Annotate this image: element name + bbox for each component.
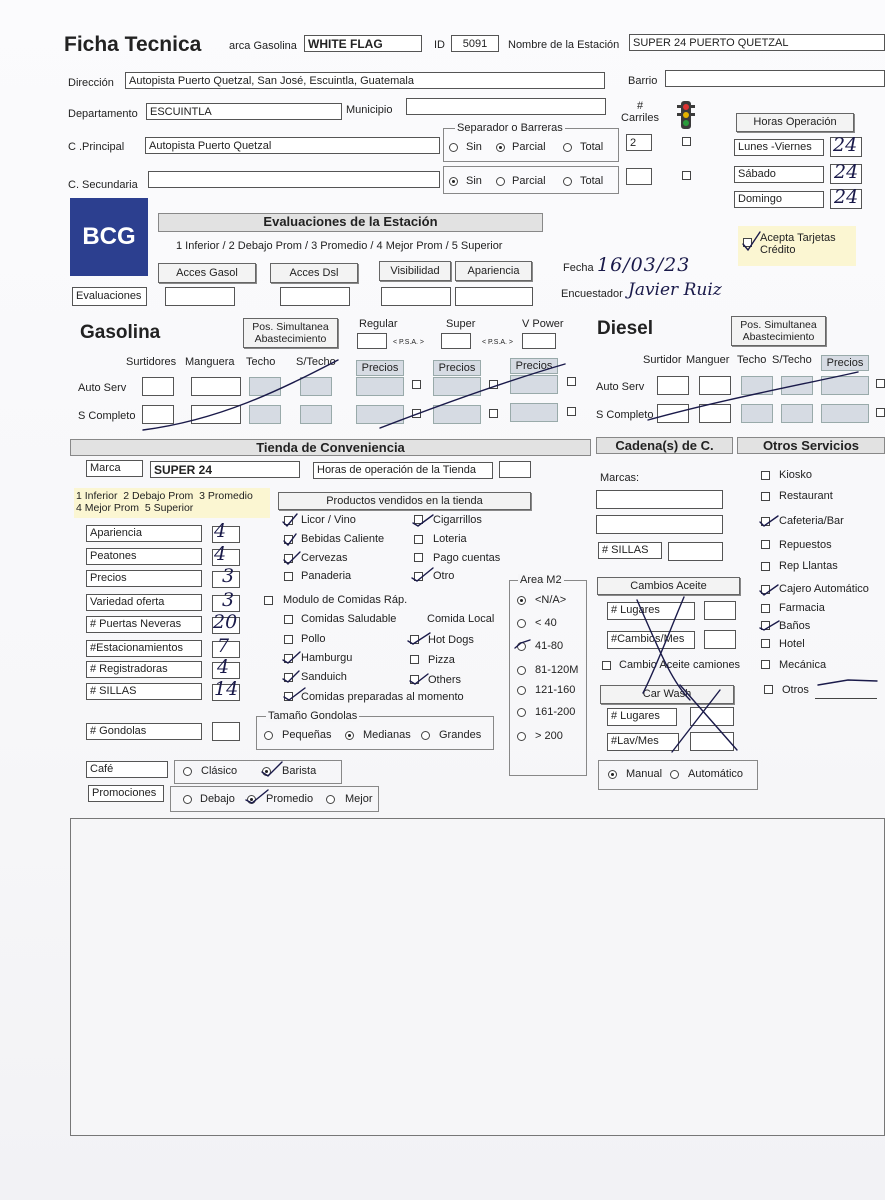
separador-2-parcial-radio[interactable]	[496, 177, 505, 186]
comida-others-label: Others	[428, 674, 462, 686]
otros-cafeteria-check[interactable]	[761, 517, 770, 526]
diesel-precios-header: Precios	[821, 355, 869, 371]
gas-col-surtidores: Surtidores	[126, 356, 177, 368]
notes-area[interactable]	[70, 818, 885, 1136]
cprincipal-field[interactable]: Autopista Puerto Quetzal	[145, 137, 440, 154]
area-161-200-radio[interactable]	[517, 708, 526, 717]
gas-autoserv-surtidores[interactable]	[142, 377, 174, 396]
separador-1-parcial-label: Parcial	[512, 141, 546, 153]
tamano-pequenas-label: Pequeñas	[282, 729, 332, 741]
evaluaciones-scale: 1 Inferior / 2 Debajo Prom / 3 Promedio / 4 Mejor Prom / 5 Superior	[176, 240, 503, 252]
gas-autoserv-techo[interactable]	[249, 377, 281, 396]
area-title: Area M2	[520, 574, 562, 586]
comida-local-label: Comida Local	[427, 613, 495, 625]
area-group	[509, 580, 587, 776]
otros-restaurant-label: Restaurant	[779, 490, 833, 502]
promo-debajo-radio[interactable]	[183, 795, 192, 804]
tienda-horas-label: Horas de operación de la Tienda	[313, 462, 493, 479]
area-200-label: > 200	[535, 730, 563, 742]
tienda-scale: 1 Inferior 2 Debajo Prom 3 Promedio 4 Mejor Prom 5 Superior	[76, 490, 253, 514]
area-na-radio[interactable]	[517, 596, 526, 605]
domingo-value: 24	[834, 186, 859, 208]
prod-panaderia-label: Panaderia	[301, 570, 352, 582]
otros-banos-check[interactable]	[761, 621, 770, 630]
bcg-logo: BCG	[70, 198, 148, 276]
otros-hotel-check[interactable]	[761, 639, 770, 648]
gasolina-super-label: Super	[446, 318, 476, 330]
eval-visibilidad-field[interactable]	[381, 287, 451, 306]
otros-llantas-check[interactable]	[761, 562, 770, 571]
prod-otro-label: Otro	[433, 570, 455, 582]
gas-scompleto-precio-regular[interactable]	[356, 405, 404, 424]
carriles-checkbox-2[interactable]	[682, 171, 691, 180]
cadena-sillas-label: # SILLAS	[598, 542, 662, 559]
tienda-marca-label: Marca	[86, 460, 143, 477]
comida-hamburgu-label: Hamburgu	[301, 652, 353, 664]
estacion-field[interactable]: SUPER 24 PUERTO QUETZAL	[629, 34, 885, 51]
diesel-autoserv-surtidor[interactable]	[657, 376, 689, 395]
gas-autoserv-precio-vpower[interactable]	[510, 375, 558, 394]
metric-variedad-value: 3	[222, 589, 235, 611]
csecundaria-label: C. Secundaria	[68, 179, 138, 191]
gas-col-stecho: S/Techo	[296, 356, 336, 368]
metric-neveras-value: 20	[213, 611, 238, 633]
separador-1-sin-radio[interactable]	[449, 143, 458, 152]
cambios-mes-label: #Cambios/Mes	[607, 631, 695, 649]
csecundaria-field[interactable]	[148, 171, 440, 188]
area-41-80-radio[interactable]	[517, 642, 526, 651]
comida-sanduich-check[interactable]	[284, 673, 293, 682]
carwash-manual-radio[interactable]	[608, 770, 617, 779]
cadena-marcas-label: Marcas:	[600, 472, 640, 484]
comida-hotdogs-check[interactable]	[410, 635, 419, 644]
separador-1-parcial-radio[interactable]	[496, 143, 505, 152]
cprincipal-label: C .Principal	[68, 141, 125, 153]
sabado-value: 24	[834, 161, 859, 183]
tamano-grandes-radio[interactable]	[421, 731, 430, 740]
carwash-lavmes-label: #Lav/Mes	[607, 733, 679, 751]
gasolina-pos-simultanea[interactable]: Pos. Simultanea Abastecimiento	[243, 318, 338, 348]
prod-pago-check[interactable]	[414, 553, 423, 562]
psa-2-label: < P.S.A. >	[482, 339, 514, 346]
otros-kiosko-label: Kiosko	[779, 469, 813, 481]
diesel-col-surtidor: Surtidor	[643, 354, 682, 366]
tienda-title: Tienda de Conveniencia	[70, 439, 591, 456]
cafe-group	[174, 760, 342, 784]
metric-apariencia-value: 4	[214, 520, 227, 542]
marca-gasolina-label: arca Gasolina	[229, 40, 297, 52]
cambios-lugares-label: # Lugares	[607, 602, 695, 620]
comida-pollo-label: Pollo	[301, 633, 326, 645]
fecha-label: Fecha	[563, 262, 594, 274]
otros-llantas-label: Rep Llantas	[779, 560, 838, 572]
otros-cajero-label: Cajero Automático	[779, 583, 869, 595]
area-na-label: <N/A>	[535, 594, 567, 606]
gas-autoserv-precio-super[interactable]	[433, 377, 481, 396]
gas-autoserv-precio-regular[interactable]	[356, 377, 404, 396]
acces-gasol-button[interactable]: Acces Gasol	[158, 263, 256, 283]
prod-cervezas-check[interactable]	[284, 554, 293, 563]
gas-precios-regular-header: Precios	[356, 360, 404, 376]
gas-autoserv-stecho[interactable]	[300, 377, 332, 396]
prod-bebidas-label: Bebidas Caliente	[301, 533, 385, 545]
tamano-medianas-radio[interactable]	[345, 731, 354, 740]
cadena-marcas-field-2[interactable]	[596, 515, 723, 534]
evaluaciones-label: Evaluaciones	[72, 287, 147, 306]
carriles-checkbox[interactable]	[682, 137, 691, 146]
carwash-lugares-field[interactable]	[690, 707, 734, 726]
tienda-horas-field[interactable]	[499, 461, 531, 478]
diesel-scompleto-label: S Completo	[596, 409, 654, 421]
separador-1-total-radio[interactable]	[563, 143, 572, 152]
form-title: Ficha Tecnica	[64, 33, 202, 56]
carriles-field[interactable]: 2	[626, 134, 652, 151]
area-41-80-label: 41-80	[535, 640, 564, 652]
separador-2-total-label: Total	[580, 175, 604, 187]
psa-regular-field[interactable]	[357, 333, 387, 349]
otros-repuestos-label: Repuestos	[779, 539, 832, 551]
promo-promedio-label: Promedio	[266, 793, 314, 805]
acces-dsl-button[interactable]: Acces Dsl	[270, 263, 358, 283]
comida-saludable-check[interactable]	[284, 615, 293, 624]
diesel-col-manguer: Manguer	[686, 354, 730, 366]
separador-2-sin-label: Sin	[466, 175, 482, 187]
carwash-button[interactable]: Car Wash	[600, 685, 734, 704]
metric-registradoras-label: # Registradoras	[86, 661, 202, 678]
diesel-scompleto-stecho[interactable]	[781, 404, 813, 423]
prod-panaderia-check[interactable]	[284, 572, 293, 581]
prod-bebidas-check[interactable]	[284, 535, 293, 544]
carriles-label: # Carriles	[621, 100, 659, 124]
prod-licor-check[interactable]	[284, 516, 293, 525]
id-label: ID	[434, 39, 445, 51]
comida-pollo-check[interactable]	[284, 635, 293, 644]
gas-autoserv-vpower-check[interactable]	[567, 377, 576, 386]
gondolas-label: # Gondolas	[86, 723, 202, 740]
gas-scompleto-precio-vpower[interactable]	[510, 403, 558, 422]
carwash-auto-radio[interactable]	[670, 770, 679, 779]
otros-kiosko-check[interactable]	[761, 471, 770, 480]
comida-hotdogs-label: Hot Dogs	[428, 634, 474, 646]
psa-vpower-field[interactable]	[522, 333, 556, 349]
direccion-label: Dirección	[68, 77, 114, 89]
diesel-autoserv-manguer[interactable]	[699, 376, 731, 395]
camiones-check[interactable]	[602, 661, 611, 670]
otros-mecanica-check[interactable]	[761, 660, 770, 669]
gas-col-manguera: Manguera	[185, 356, 235, 368]
otros-repuestos-check[interactable]	[761, 540, 770, 549]
municipio-label: Municipio	[346, 104, 393, 116]
gas-precios-super-header: Precios	[433, 360, 481, 376]
metric-registradoras-value: 4	[217, 656, 230, 678]
cambios-lugares-field[interactable]	[704, 601, 736, 620]
gas-scompleto-label: S Completo	[78, 410, 136, 422]
prod-licor-label: Licor / Vino	[301, 514, 356, 526]
prod-cigarrillos-label: Cigarrillos	[433, 514, 482, 526]
area-121-160-radio[interactable]	[517, 686, 526, 695]
gas-scompleto-manguera[interactable]	[191, 405, 241, 424]
domingo-label: Domingo	[734, 191, 824, 208]
separador-2-total-radio[interactable]	[563, 177, 572, 186]
tienda-marca-field[interactable]: SUPER 24	[150, 461, 300, 478]
cadena-title: Cadena(s) de C.	[596, 437, 733, 454]
otros-otros-check[interactable]	[764, 685, 773, 694]
modulo-comidas-check[interactable]	[264, 596, 273, 605]
diesel-autoserv-stecho[interactable]	[781, 376, 813, 395]
id-field[interactable]: 5091	[451, 35, 499, 52]
otros-cajero-check[interactable]	[761, 585, 770, 594]
gasolina-vpower-label: V Power	[522, 318, 564, 330]
promo-debajo-label: Debajo	[200, 793, 235, 805]
cafe-barista-radio[interactable]	[262, 767, 271, 776]
estacion-label: Nombre de la Estación	[508, 39, 620, 51]
eval-acces-gasol-field[interactable]	[165, 287, 235, 306]
prod-pago-label: Pago cuentas	[433, 552, 501, 564]
barrio-label: Barrio	[628, 75, 658, 87]
psa-1-label: < P.S.A. >	[393, 339, 425, 346]
comida-pizza-label: Pizza	[428, 654, 455, 666]
gas-autoserv-manguera[interactable]	[191, 377, 241, 396]
area-40-radio[interactable]	[517, 619, 526, 628]
visibilidad-button[interactable]: Visibilidad	[379, 261, 451, 281]
comida-hamburgu-check[interactable]	[284, 654, 293, 663]
cadena-marcas-field-1[interactable]	[596, 490, 723, 509]
municipio-field[interactable]	[406, 98, 606, 115]
gas-scompleto-stecho[interactable]	[300, 405, 332, 424]
encuestador-label: Encuestador	[561, 288, 623, 300]
evaluaciones-title: Evaluaciones de la Estación	[158, 213, 543, 232]
diesel-scompleto-check[interactable]	[876, 408, 885, 417]
psa-super-field[interactable]	[441, 333, 471, 349]
comida-preparadas-label: Comidas preparadas al momento	[301, 691, 464, 703]
prod-otro-check[interactable]	[414, 572, 423, 581]
metric-precios-label: Precios	[86, 570, 202, 587]
comida-saludable-label: Comidas Saludable	[301, 613, 397, 625]
diesel-scompleto-surtidor[interactable]	[657, 404, 689, 423]
otros-cafeteria-label: Cafeteria/Bar	[779, 515, 844, 527]
metric-estacionamientos-value: 7	[217, 635, 230, 657]
metric-peatones-label: Peatones	[86, 548, 202, 565]
tamano-title: Tamaño Gondolas	[268, 710, 358, 722]
cambios-aceite-button[interactable]: Cambios Aceite	[597, 577, 740, 595]
diesel-autoserv-check[interactable]	[876, 379, 885, 388]
gas-col-techo: Techo	[246, 356, 276, 368]
diesel-scompleto-manguer[interactable]	[699, 404, 731, 423]
otros-servicios-title: Otros Servicios	[737, 437, 885, 454]
tamano-pequenas-radio[interactable]	[264, 731, 273, 740]
gasolina-regular-label: Regular	[359, 318, 398, 330]
metric-sillas-label: # SILLAS	[86, 683, 202, 700]
otros-otros-line	[815, 698, 877, 699]
diesel-autoserv-precio[interactable]	[821, 376, 869, 395]
diesel-title: Diesel	[597, 318, 653, 339]
gas-scompleto-vpower-check[interactable]	[567, 407, 576, 416]
prod-loteria-label: Loteria	[433, 533, 467, 545]
gasolina-title: Gasolina	[80, 322, 161, 343]
productos-title[interactable]: Productos vendidos en la tienda	[278, 492, 531, 510]
comida-others-check[interactable]	[410, 675, 419, 684]
carwash-lavmes-field[interactable]	[690, 732, 734, 751]
prod-loteria-check[interactable]	[414, 535, 423, 544]
gas-scompleto-regular-check[interactable]	[412, 409, 421, 418]
tamano-grandes-label: Grandes	[439, 729, 482, 741]
departamento-field[interactable]: ESCUINTLA	[146, 103, 342, 120]
diesel-scompleto-techo[interactable]	[741, 404, 773, 423]
prod-cervezas-label: Cervezas	[301, 552, 348, 564]
diesel-autoserv-techo[interactable]	[741, 376, 773, 395]
gas-scompleto-surtidores[interactable]	[142, 405, 174, 424]
eval-acces-dsl-field[interactable]	[280, 287, 350, 306]
diesel-pos-simultanea[interactable]: Pos. Simultanea Abastecimiento	[731, 316, 826, 346]
separador-2-parcial-label: Parcial	[512, 175, 546, 187]
barrio-field[interactable]	[665, 70, 885, 87]
cambios-mes-field[interactable]	[704, 630, 736, 649]
fecha-value: 16/03/23	[597, 254, 691, 276]
carwash-manual-label: Manual	[626, 768, 663, 780]
cafe-label: Café	[86, 761, 168, 778]
separador-1-sin-label: Sin	[466, 141, 482, 153]
modulo-comidas-label: Modulo de Comidas Ráp.	[283, 594, 408, 606]
area-81-120-radio[interactable]	[517, 666, 526, 675]
sabado-label: Sábado	[734, 166, 824, 183]
departamento-label: Departamento	[68, 108, 138, 120]
promo-promedio-radio[interactable]	[247, 795, 256, 804]
otros-banos-label: Baños	[779, 620, 811, 632]
area-161-200-label: 161-200	[535, 706, 576, 718]
lunes-value: 24	[833, 134, 858, 156]
tarjetas-checkbox[interactable]	[743, 238, 752, 247]
area-121-160-label: 121-160	[535, 684, 576, 696]
otros-farmacia-check[interactable]	[761, 604, 770, 613]
lunes-label: Lunes -Viernes	[734, 139, 824, 156]
gas-autoserv-regular-check[interactable]	[412, 380, 421, 389]
area-200-radio[interactable]	[517, 732, 526, 741]
area-40-label: < 40	[535, 617, 557, 629]
promo-mejor-radio[interactable]	[326, 795, 335, 804]
prod-cigarrillos-check[interactable]	[414, 515, 423, 524]
traffic-light-icon	[676, 100, 696, 130]
area-81-120-label: 81-120M	[535, 664, 579, 676]
cafe-barista-label: Barista	[282, 765, 317, 777]
separador-2-sin-radio[interactable]	[449, 177, 458, 186]
encuestador-value: Javier Ruiz	[628, 280, 722, 300]
direccion-field[interactable]: Autopista Puerto Quetzal, San José, Escuintla, Guatemala	[125, 72, 605, 89]
cafe-clasico-label: Clásico	[201, 765, 238, 777]
comida-pizza-check[interactable]	[410, 655, 419, 664]
otros-restaurant-check[interactable]	[761, 492, 770, 501]
diesel-scompleto-precio[interactable]	[821, 404, 869, 423]
carwash-auto-label: Automático	[688, 768, 744, 780]
otros-mecanica-label: Mecánica	[779, 659, 827, 671]
metric-peatones-value: 4	[214, 543, 227, 565]
metric-variedad-label: Variedad oferta	[86, 594, 202, 611]
metric-apariencia-label: Apariencia	[86, 525, 202, 542]
tamano-medianas-label: Medianas	[363, 729, 411, 741]
diesel-col-stecho: S/Techo	[772, 354, 812, 366]
diesel-autoserv-label: Auto Serv	[596, 381, 645, 393]
marca-gasolina-field[interactable]: WHITE FLAG	[304, 35, 422, 52]
promociones-label: Promociones	[88, 785, 164, 802]
horas-operacion-button[interactable]: Horas Operación	[736, 113, 854, 132]
metric-neveras-label: # Puertas Neveras	[86, 616, 202, 633]
gas-scompleto-precio-super[interactable]	[433, 405, 481, 424]
gas-scompleto-super-check[interactable]	[489, 409, 498, 418]
separador-1-total-label: Total	[580, 141, 604, 153]
otros-otros-label: Otros	[782, 684, 809, 696]
gas-autoserv-super-check[interactable]	[489, 380, 498, 389]
metric-estacionamientos-label: #Estacionamientos	[86, 640, 202, 657]
metric-precios-value: 3	[222, 565, 235, 587]
tarjetas-label: Acepta Tarjetas Crédito	[760, 232, 836, 256]
eval-apariencia-field[interactable]	[455, 287, 533, 306]
cafe-clasico-radio[interactable]	[183, 767, 192, 776]
gas-autoserv-label: Auto Serv	[78, 382, 127, 394]
gondolas-field[interactable]	[212, 722, 240, 741]
gas-precios-vpower-header: Precios	[510, 358, 558, 374]
carriles-field-2[interactable]	[626, 168, 652, 185]
camiones-label: Cambio Aceite camiones	[619, 659, 741, 671]
carwash-lugares-label: # Lugares	[607, 708, 677, 726]
comida-preparadas-check[interactable]	[284, 692, 293, 701]
apariencia-button[interactable]: Apariencia	[455, 261, 532, 281]
otros-farmacia-label: Farmacia	[779, 602, 825, 614]
comida-sanduich-label: Sanduich	[301, 671, 347, 683]
gas-scompleto-techo[interactable]	[249, 405, 281, 424]
separador-title: Separador o Barreras	[457, 122, 563, 134]
promo-mejor-label: Mejor	[345, 793, 373, 805]
otros-hotel-label: Hotel	[779, 638, 805, 650]
metric-sillas-value: 14	[214, 678, 239, 700]
diesel-col-techo: Techo	[737, 354, 767, 366]
cadena-sillas-field[interactable]	[668, 542, 723, 561]
